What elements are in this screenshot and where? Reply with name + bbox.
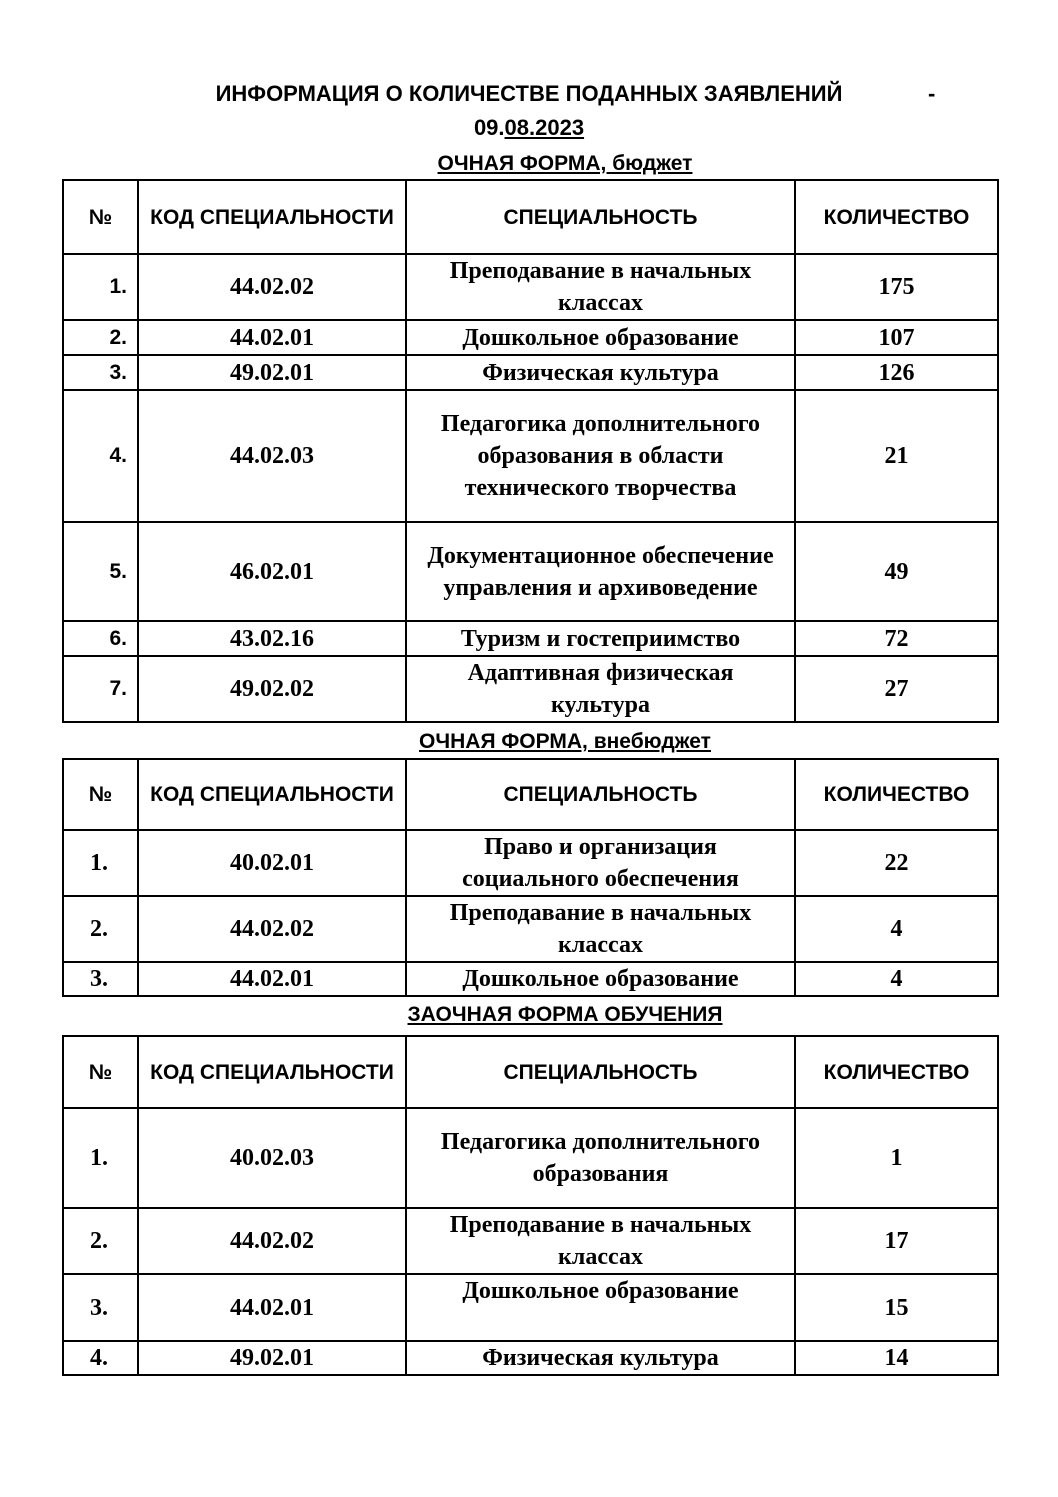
row-code: 40.02.03 — [138, 1108, 406, 1208]
row-code: 44.02.02 — [138, 254, 406, 320]
section-title-budget: ОЧНАЯ ФОРМА, бюджет — [437, 152, 693, 175]
row-num: 4. — [63, 1341, 138, 1375]
row-code: 49.02.01 — [138, 1341, 406, 1375]
row-num: 2. — [63, 896, 138, 962]
row-count: 22 — [795, 830, 998, 896]
row-spec: Педагогика дополнительного образования — [406, 1108, 795, 1208]
row-num: 1. — [63, 1108, 138, 1208]
row-code: 49.02.02 — [138, 656, 406, 722]
document-title — [0, 79, 1058, 109]
header-spec: СПЕЦИАЛЬНОСТЬ — [406, 180, 795, 254]
header-num: № — [63, 1036, 138, 1108]
row-count: 21 — [795, 390, 998, 522]
row-num: 1. — [63, 830, 138, 896]
row-code: 43.02.16 — [138, 621, 406, 656]
table-row — [63, 656, 998, 722]
row-spec: Педагогика дополнительного образования в области технического творчества — [406, 390, 795, 522]
row-spec: Туризм и гостеприимство — [406, 621, 795, 656]
row-code: 44.02.02 — [138, 1208, 406, 1274]
row-spec: Преподавание в начальных классах — [406, 896, 795, 962]
row-code: 44.02.01 — [138, 320, 406, 355]
row-code: 49.02.01 — [138, 355, 406, 390]
row-spec: Адаптивная физическая культура — [406, 656, 795, 722]
row-count: 1 — [795, 1108, 998, 1208]
table-row — [63, 320, 998, 355]
section-title-correspondence: ЗАОЧНАЯ ФОРМА ОБУЧЕНИЯ — [407, 1003, 723, 1026]
row-spec: Преподавание в начальных классах — [406, 254, 795, 320]
row-count: 175 — [795, 254, 998, 320]
row-count: 14 — [795, 1341, 998, 1375]
row-num: 5. — [63, 522, 138, 621]
header-count: КОЛИЧЕСТВО — [795, 180, 998, 254]
row-spec: Дошкольное образование — [406, 962, 795, 996]
table-header-row — [63, 759, 998, 830]
date-rest: 08.2023 — [504, 115, 585, 140]
row-spec: Преподавание в начальных классах — [406, 1208, 795, 1274]
row-count: 107 — [795, 320, 998, 355]
row-code: 44.02.01 — [138, 1274, 406, 1341]
header-spec: СПЕЦИАЛЬНОСТЬ — [406, 759, 795, 830]
row-code: 40.02.01 — [138, 830, 406, 896]
table-row — [63, 390, 998, 522]
row-num: 3. — [63, 355, 138, 390]
row-spec: Физическая культура — [406, 1341, 795, 1375]
row-count: 27 — [795, 656, 998, 722]
header-code: КОД СПЕЦИАЛЬНОСТИ — [138, 180, 406, 254]
header-spec: СПЕЦИАЛЬНОСТЬ — [406, 1036, 795, 1108]
row-count: 17 — [795, 1208, 998, 1274]
row-count: 72 — [795, 621, 998, 656]
row-num: 7. — [63, 656, 138, 722]
row-num: 1. — [63, 254, 138, 320]
table-row — [63, 621, 998, 656]
table-paid — [62, 758, 999, 997]
row-num: 4. — [63, 390, 138, 522]
table-row — [63, 254, 998, 320]
row-num: 2. — [63, 1208, 138, 1274]
row-code: 44.02.03 — [138, 390, 406, 522]
title-dash: - — [928, 81, 936, 106]
header-count: КОЛИЧЕСТВО — [795, 1036, 998, 1108]
row-spec: Дошкольное образование — [406, 320, 795, 355]
table-row — [63, 1341, 998, 1375]
table-header-row — [63, 1036, 998, 1108]
row-spec: Документационное обеспечение управления и архивоведение — [406, 522, 795, 621]
table-row — [63, 1208, 998, 1274]
table-row — [63, 355, 998, 390]
table-row — [63, 1108, 998, 1208]
row-spec: Физическая культура — [406, 355, 795, 390]
row-count: 49 — [795, 522, 998, 621]
row-count: 15 — [795, 1274, 998, 1341]
table-row — [63, 522, 998, 621]
table-row — [63, 1274, 998, 1341]
document-title-text: ИНФОРМАЦИЯ О КОЛИЧЕСТВЕ ПОДАННЫХ ЗАЯВЛЕНИЙ — [215, 81, 843, 106]
row-code: 46.02.01 — [138, 522, 406, 621]
row-num: 2. — [63, 320, 138, 355]
header-num: № — [63, 180, 138, 254]
table-row — [63, 830, 998, 896]
table-correspondence — [62, 1035, 999, 1376]
row-code: 44.02.01 — [138, 962, 406, 996]
row-count: 4 — [795, 896, 998, 962]
header-code: КОД СПЕЦИАЛЬНОСТИ — [138, 1036, 406, 1108]
row-num: 3. — [63, 962, 138, 996]
header-code: КОД СПЕЦИАЛЬНОСТИ — [138, 759, 406, 830]
date-prefix: 09. — [473, 115, 505, 140]
row-count: 4 — [795, 962, 998, 996]
row-num: 3. — [63, 1274, 138, 1341]
table-row — [63, 896, 998, 962]
table-budget — [62, 179, 999, 723]
header-count: КОЛИЧЕСТВО — [795, 759, 998, 830]
row-code: 44.02.02 — [138, 896, 406, 962]
header-num: № — [63, 759, 138, 830]
row-spec: Дошкольное образование — [406, 1274, 795, 1341]
row-spec: Право и организация социального обеспечения — [406, 830, 795, 896]
section-title-paid: ОЧНАЯ ФОРМА, внебюджет — [419, 730, 711, 753]
table-header-row — [63, 180, 998, 254]
row-count: 126 — [795, 355, 998, 390]
table-row — [63, 962, 998, 996]
document-date — [0, 113, 1058, 143]
row-num: 6. — [63, 621, 138, 656]
